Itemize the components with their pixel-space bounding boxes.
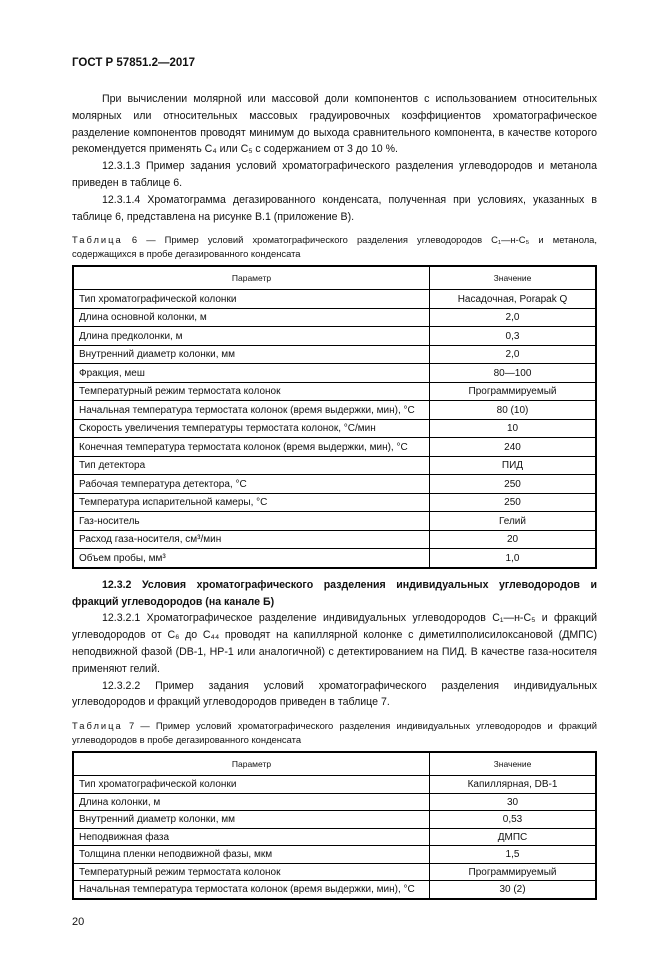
value-cell: 30 (2)	[430, 881, 597, 899]
table-row	[73, 475, 596, 494]
parameter-cell: Рабочая температура детектора, °С	[73, 475, 430, 494]
paragraph: При вычислении молярной или массовой доли компонентов с использованием относительных молярных или относительных массовых градуировочных коэффициентов хроматографическое разделение компонентов проводят минимум до выхода сравнительного компонента, в качестве которого рекомендуется применять C₄ или C₅ с содержанием от 3 до 10 %.	[72, 93, 597, 156]
table-row	[73, 290, 596, 309]
table-header-row	[73, 752, 596, 776]
parameter-cell: Температурный режим термостата колонок	[73, 382, 430, 401]
value-cell: 80 (10)	[430, 401, 597, 420]
paragraph-12-3-2-2: 12.3.2.2 Пример задания условий хроматографического разделения индивидуальных углеводородов и фракций углеводородов приведен в таблице 7.	[72, 679, 597, 709]
table-6	[72, 265, 597, 569]
value-cell: 0,53	[430, 811, 597, 829]
table-row	[73, 530, 596, 549]
parameter-cell: Внутренний диаметр колонки, мм	[73, 345, 430, 364]
table-row	[73, 456, 596, 475]
table-row	[73, 549, 596, 568]
parameter-cell: Толщина пленки неподвижной фазы, мкм	[73, 846, 430, 864]
document-header: ГОСТ Р 57851.2—2017	[72, 57, 196, 69]
body-text-1	[72, 91, 597, 225]
table-row	[73, 881, 596, 899]
table-row	[73, 308, 596, 327]
table-row	[73, 776, 596, 794]
body-text-2	[72, 577, 597, 711]
parameter-cell: Расход газа-носителя, см³/мин	[73, 530, 430, 549]
value-cell: Программируемый	[430, 863, 597, 881]
value-cell: 1,5	[430, 846, 597, 864]
table-row	[73, 327, 596, 346]
table-row	[73, 828, 596, 846]
table-row	[73, 401, 596, 420]
value-cell: 240	[430, 438, 597, 457]
value-cell: 250	[430, 475, 597, 494]
section-heading: 12.3.2 Условия хроматографического разделения индивидуальных углеводородов и фракций углеводородов (на канале Б)	[72, 578, 597, 608]
paragraph-12-3-2-1: 12.3.2.1 Хроматографическое разделение индивидуальных углеводородов C₁—н-C₅ и фракций углеводородов от C₆ до C₄₄ проводят на капиллярной колонке с диметилполисилоксановой (ДМПС) неподвижной фазой (DB-1, HP-1 или аналогичной) с детектированием на ПИД. В качестве газа-носителя применяют гелий.	[72, 612, 597, 675]
parameter-cell: Скорость увеличения температуры термостата колонок, °С/мин	[73, 419, 430, 438]
table-7	[72, 751, 597, 900]
parameter-cell: Начальная температура термостата колонок (время выдержки, мин), °С	[73, 881, 430, 899]
table-row	[73, 512, 596, 531]
table-row	[73, 846, 596, 864]
parameter-cell: Газ-носитель	[73, 512, 430, 531]
value-cell: Гелий	[430, 512, 597, 531]
parameter-cell: Тип детектора	[73, 456, 430, 475]
value-cell: 2,0	[430, 345, 597, 364]
value-cell: 250	[430, 493, 597, 512]
table-row	[73, 811, 596, 829]
value-cell: ДМПС	[430, 828, 597, 846]
paragraph-12-3-1-4: 12.3.1.4 Хроматограмма дегазированного конденсата, полученная при условиях, указанных в таблице 6, представлена на рисунке В.1 (приложение В).	[72, 193, 597, 223]
table-row	[73, 493, 596, 512]
page-number: 20	[72, 915, 85, 928]
table-row	[73, 419, 596, 438]
parameter-cell: Длина основной колонки, м	[73, 308, 430, 327]
table6-caption: Таблица 6 — Пример условий хроматографического разделения углеводородов C₁—н-C₅ и метанола, содержащихся в пробе дегазированного конденсата	[72, 234, 597, 260]
column-header: Параметр	[73, 752, 430, 776]
value-cell: 20	[430, 530, 597, 549]
parameter-cell: Конечная температура термостата колонок (время выдержки, мин), °С	[73, 438, 430, 457]
table-row	[73, 438, 596, 457]
parameter-cell: Длина колонки, м	[73, 793, 430, 811]
table-row	[73, 863, 596, 881]
value-cell: ПИД	[430, 456, 597, 475]
parameter-cell: Объем пробы, мм³	[73, 549, 430, 568]
column-header: Значение	[430, 266, 597, 290]
value-cell: 80—100	[430, 364, 597, 383]
table-row	[73, 793, 596, 811]
parameter-cell: Неподвижная фаза	[73, 828, 430, 846]
value-cell: Насадочная, Porapak Q	[430, 290, 597, 309]
parameter-cell: Тип хроматографической колонки	[73, 776, 430, 794]
value-cell: Капиллярная, DB-1	[430, 776, 597, 794]
parameter-cell: Длина предколонки, м	[73, 327, 430, 346]
parameter-cell: Тип хроматографической колонки	[73, 290, 430, 309]
parameter-cell: Температура испарительной камеры, °С	[73, 493, 430, 512]
value-cell: 0,3	[430, 327, 597, 346]
parameter-cell: Фракция, меш	[73, 364, 430, 383]
value-cell: 2,0	[430, 308, 597, 327]
paragraph-12-3-1-3: 12.3.1.3 Пример задания условий хроматографического разделения углеводородов и метанола приведен в таблице 6.	[72, 160, 597, 189]
table-row	[73, 382, 596, 401]
table-header-row	[73, 266, 596, 290]
value-cell: 10	[430, 419, 597, 438]
column-header: Параметр	[73, 266, 430, 290]
table-row	[73, 364, 596, 383]
parameter-cell: Начальная температура термостата колонок (время выдержки, мин), °С	[73, 401, 430, 420]
table7-caption: Таблица 7 — Пример условий хроматографического разделения индивидуальных углеводородов и фракций углеводородов в пробе дегазированного конденсата	[72, 720, 597, 746]
value-cell: 30	[430, 793, 597, 811]
value-cell: Программируемый	[430, 382, 597, 401]
value-cell: 1,0	[430, 549, 597, 568]
column-header: Значение	[430, 752, 597, 776]
parameter-cell: Внутренний диаметр колонки, мм	[73, 811, 430, 829]
table-row	[73, 345, 596, 364]
parameter-cell: Температурный режим термостата колонок	[73, 863, 430, 881]
